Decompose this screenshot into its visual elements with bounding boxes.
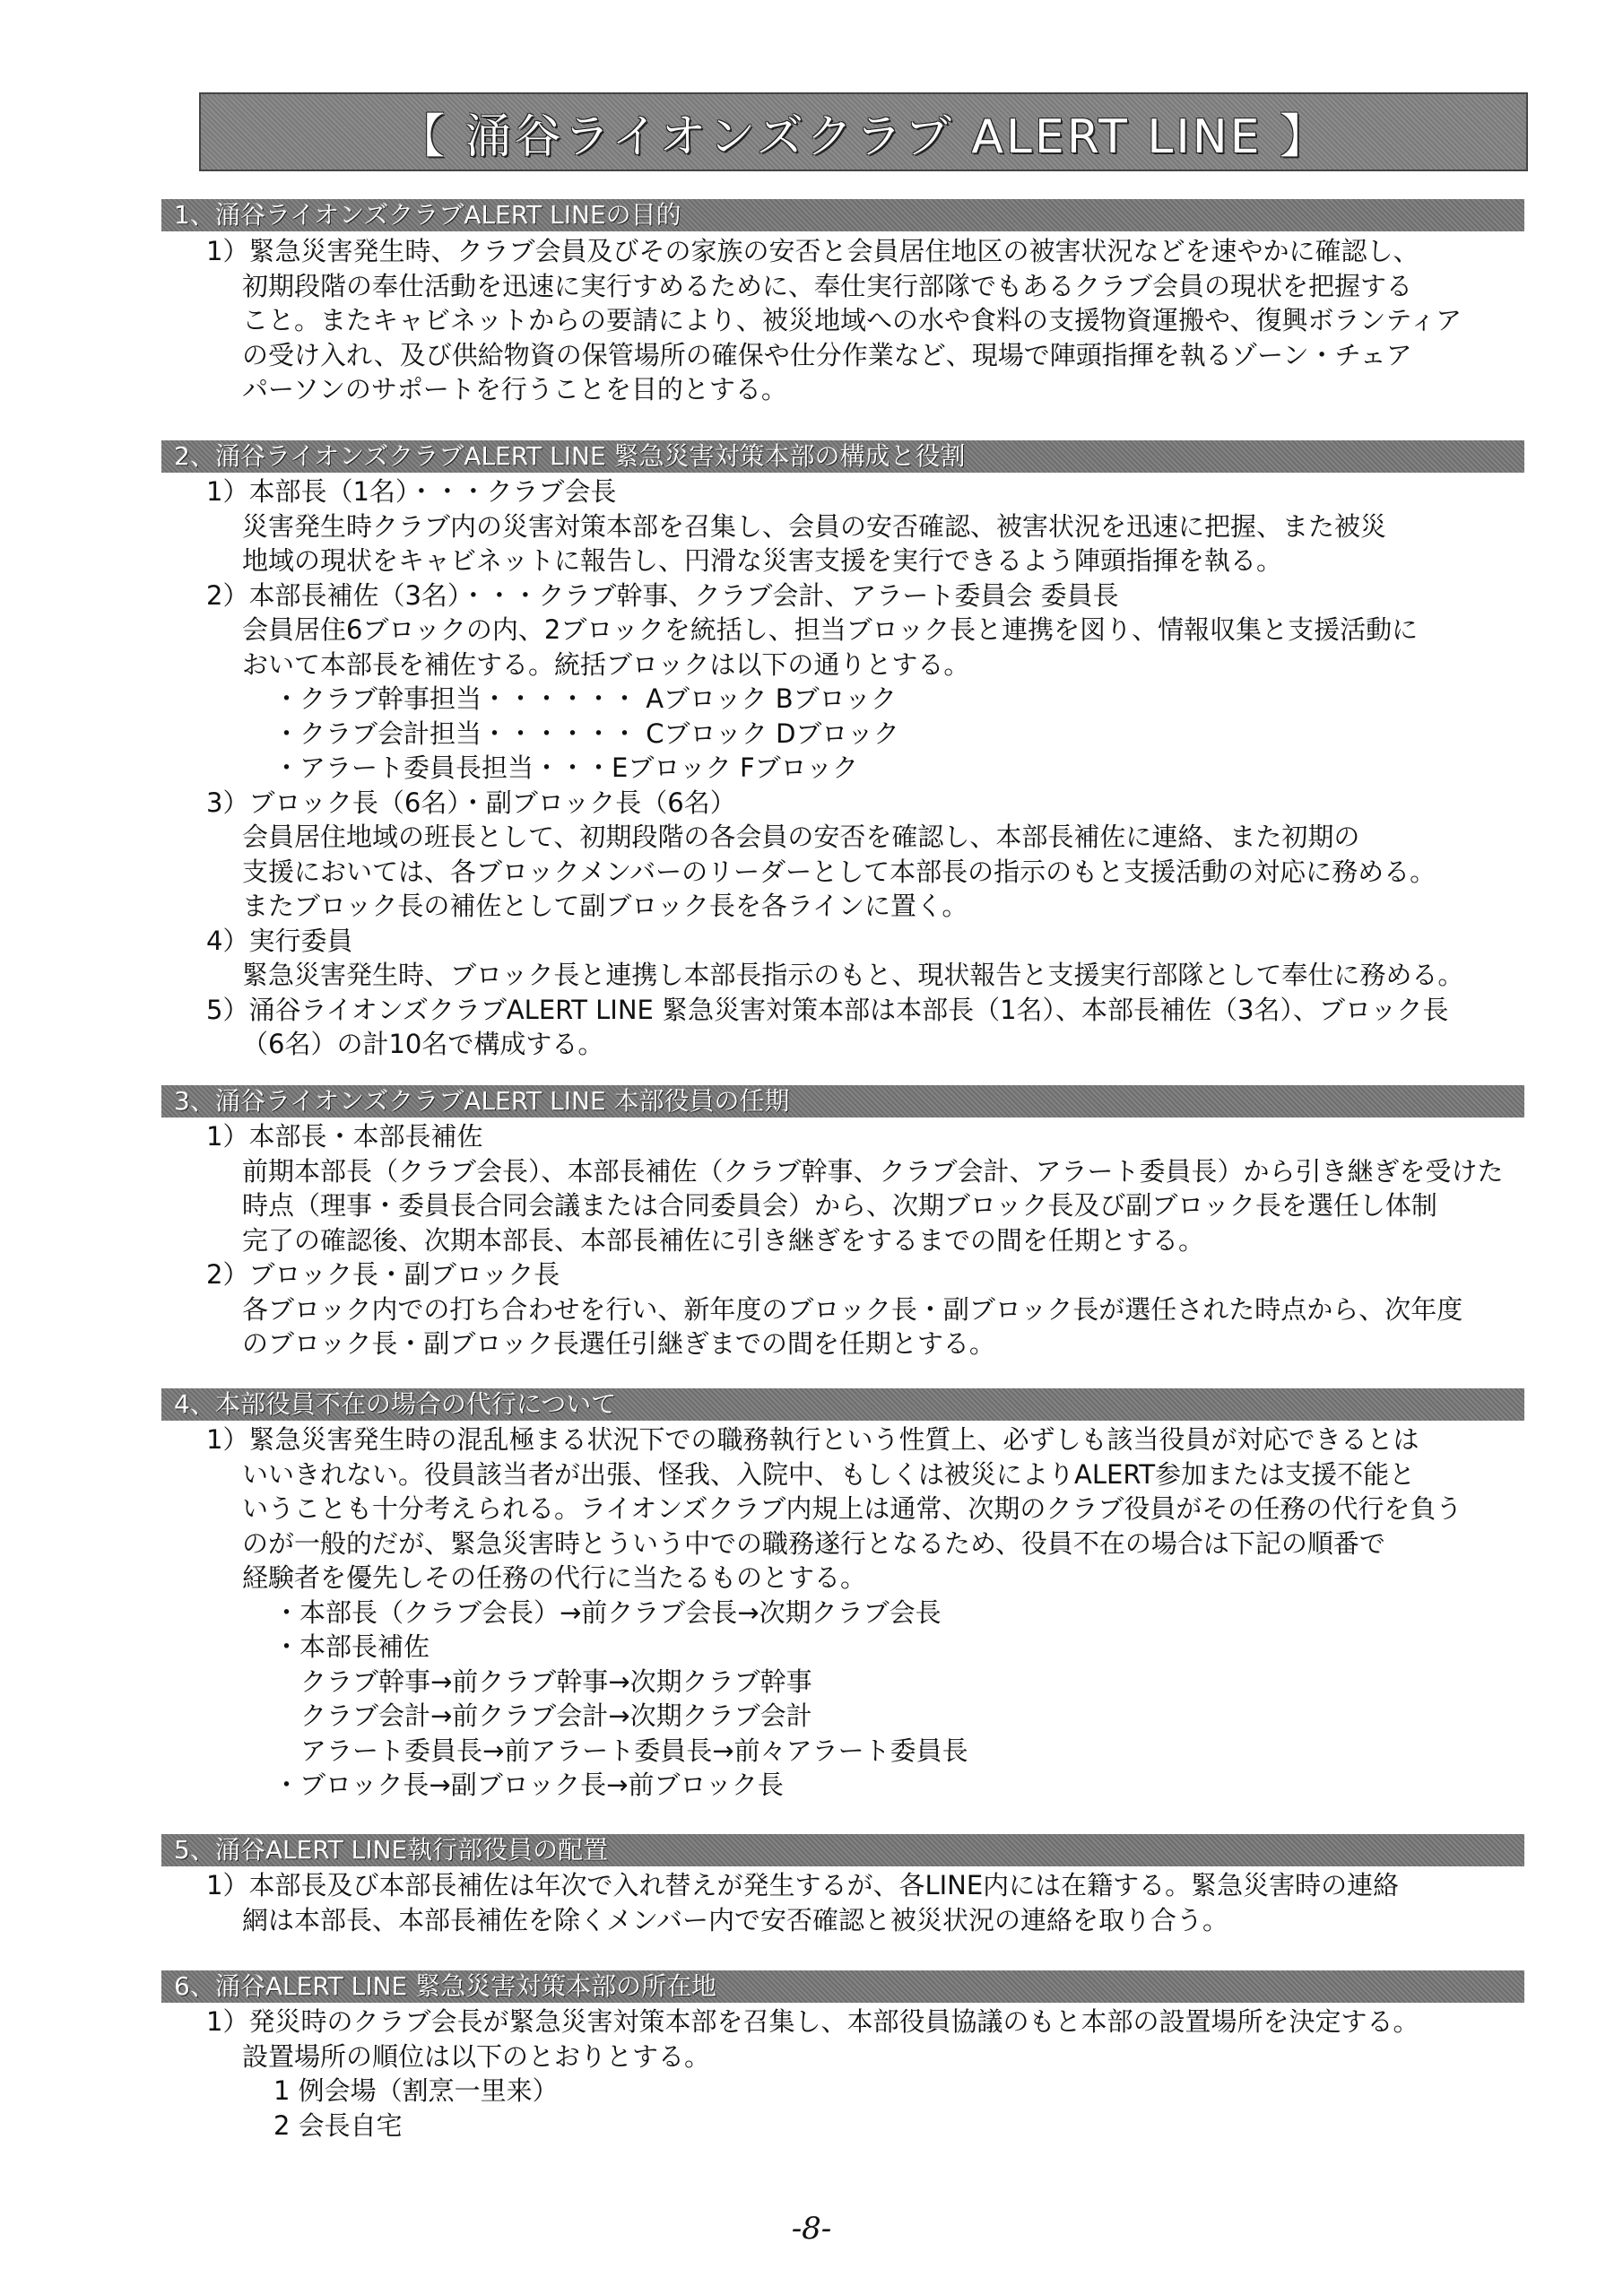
- page-number: -8-: [791, 2211, 832, 2247]
- section-purpose: [161, 199, 1524, 407]
- list-item: ・アラート委員長担当・・・Eブロック Fブロック: [273, 752, 859, 783]
- paragraph-line: のが一般的だが、緊急災害時とういう中での職務遂行となるため、役員不在の場合は下記の順番で: [242, 1527, 1385, 1559]
- paragraph-line: おいて本部長を補佐する。統括ブロックは以下の通りとする。: [242, 648, 970, 680]
- paragraph-line: 時点（理事・委員長合同会議または合同委員会）から、次期ブロック長及び副ブロック長を選任し体制: [242, 1190, 1437, 1221]
- paragraph-line: 緊急災害発生時、ブロック長と連携し本部長指示のもと、現状報告と支援実行部隊として奉仕に務める。: [242, 960, 1464, 990]
- section-heading: 2、涌谷ライオンズクラブALERT LINE 緊急災害対策本部の構成と役割: [161, 440, 1524, 473]
- paragraph-line: 1）緊急災害発生時の混乱極まる状況下での職務執行という性質上、必ずしも該当役員が対応できるとは: [206, 1424, 1419, 1455]
- list-item: ・本部長補佐: [273, 1631, 430, 1662]
- list-item: ・クラブ会計担当・・・・・・ Cブロック Dブロック: [273, 718, 899, 749]
- paragraph-line: のブロック長・副ブロック長選任引継ぎまでの間を任期とする。: [242, 1328, 995, 1359]
- list-item: クラブ会計→前クラブ会計→次期クラブ会計: [300, 1700, 812, 1731]
- section-heading: 6、涌谷ALERT LINE 緊急災害対策本部の所在地: [161, 1970, 1524, 2003]
- section-location: [161, 1970, 1524, 2143]
- paragraph-line: いうことも十分考えられる。ライオンズクラブ内規上は通常、次期のクラブ役員がその任務の代行を負う: [242, 1493, 1462, 1524]
- list-item: クラブ幹事→前クラブ幹事→次期クラブ幹事: [300, 1665, 812, 1697]
- page-title: [199, 92, 1528, 171]
- item-heading: 2）ブロック長・副ブロック長: [206, 1259, 560, 1290]
- list-item: 1 例会場（割烹一里来）: [273, 2075, 559, 2106]
- item-heading: 1）本部長（1名）・・・クラブ会長: [206, 476, 617, 507]
- paragraph-line: 会員居住地域の班長として、初期段階の各会員の安否を確認し、本部長補佐に連絡、また初期の: [242, 822, 1360, 852]
- paragraph-line: 完了の確認後、次期本部長、本部長補佐に引き継ぎをするまでの間を任期とする。: [242, 1224, 1205, 1256]
- paragraph-line: （6名）の計10名で構成する。: [242, 1029, 604, 1059]
- section-substitution: [161, 1388, 1524, 1803]
- paragraph-line: パーソンのサポートを行うことを目的とする。: [242, 374, 787, 404]
- item-heading: 3）ブロック長（6名）・副ブロック長（6名）: [206, 787, 736, 818]
- item-heading: 1）本部長・本部長補佐: [206, 1121, 483, 1152]
- paragraph-line: 初期段階の奉仕活動を迅速に実行すめるために、奉仕実行部隊でもあるクラブ会員の現状を把握する: [242, 270, 1413, 301]
- section-heading: 3、涌谷ライオンズクラブALERT LINE 本部役員の任期: [161, 1085, 1524, 1118]
- paragraph-line: 設置場所の順位は以下のとおりとする。: [242, 2040, 711, 2072]
- paragraph-line: 前期本部長（クラブ会長）、本部長補佐（クラブ幹事、クラブ会計、アラート委員長）から引き継ぎを受けた: [242, 1155, 1504, 1187]
- section-heading: 4、本部役員不在の場合の代行について: [161, 1388, 1524, 1421]
- item-heading: 2）本部長補佐（3名）・・・クラブ幹事、クラブ会計、アラート委員会 委員長: [206, 579, 1119, 611]
- paragraph-line: 支援においては、各ブロックメンバーのリーダーとして本部長の指示のもと支援活動の対応に務める。: [242, 856, 1436, 887]
- paragraph-line: またブロック長の補佐として副ブロック長を各ラインに置く。: [242, 891, 968, 921]
- list-item: ・ブロック長→副ブロック長→前ブロック長: [273, 1770, 784, 1800]
- paragraph-line: 1）緊急災害発生時、クラブ会員及びその家族の安否と会員居住地区の被害状況などを速やかに確認し、: [206, 236, 1419, 266]
- item-heading: 4）実行委員: [206, 925, 353, 956]
- section-heading: 5、涌谷ALERT LINE執行部役員の配置: [161, 1834, 1524, 1866]
- paragraph-line: 災害発生時クラブ内の災害対策本部を召集し、会員の安否確認、被害状況を迅速に把握、また被災: [242, 510, 1387, 542]
- section-heading: 1、涌谷ライオンズクラブALERT LINEの目的: [161, 199, 1524, 231]
- paragraph-line: いいきれない。役員該当者が出張、怪我、入院中、もしくは被災によりALERT参加または支援不能と: [242, 1458, 1416, 1490]
- item-heading: 5）涌谷ライオンズクラブALERT LINE 緊急災害対策本部は本部長（1名）、本部長補佐（3名）、ブロック長: [206, 994, 1449, 1025]
- list-item: アラート委員長→前アラート委員長→前々アラート委員長: [300, 1735, 968, 1766]
- paragraph-line: 地域の現状をキャビネットに報告し、円滑な災害支援を実行できるよう陣頭指揮を執る。: [242, 545, 1283, 576]
- list-item: ・本部長（クラブ会長）→前クラブ会長→次期クラブ会長: [273, 1596, 942, 1628]
- section-term: [161, 1085, 1524, 1361]
- paragraph-line: 各ブロック内での打ち合わせを行い、新年度のブロック長・副ブロック長が選任された時点から、次年度: [242, 1293, 1463, 1325]
- paragraph-line: こと。またキャビネットからの要請により、被災地域への水や食料の支援物資運搬や、復興ボランティア: [242, 305, 1462, 335]
- paragraph-line: 経験者を優先しその任務の代行に当たるものとする。: [242, 1562, 867, 1593]
- page-title-text: 【 涌谷ライオンズクラブ ALERT LINE 】: [397, 109, 1329, 164]
- paragraph-line: の受け入れ、及び供給物資の保管場所の確保や仕分作業など、現場で陣頭指揮を執るゾーン・チェア: [242, 339, 1412, 370]
- section-structure: [161, 440, 1524, 1062]
- list-item: ・クラブ幹事担当・・・・・・ Aブロック Bブロック: [273, 683, 898, 714]
- paragraph-line: 1）発災時のクラブ会長が緊急災害対策本部を召集し、本部役員協議のもと本部の設置場所を決定する。: [206, 2006, 1419, 2037]
- paragraph-line: 網は本部長、本部長補佐を除くメンバー内で安否確認と被災状況の連絡を取り合う。: [242, 1904, 1228, 1935]
- list-item: 2 会長自宅: [273, 2109, 403, 2141]
- paragraph-line: 会員居住6ブロックの内、2ブロックを統括し、担当ブロック長と連携を図り、情報収集と支援活動に: [242, 614, 1419, 645]
- paragraph-line: 1）本部長及び本部長補佐は年次で入れ替えが発生するが、各LINE内には在籍する。緊急災害時の連絡: [206, 1870, 1400, 1900]
- section-placement: [161, 1834, 1524, 1937]
